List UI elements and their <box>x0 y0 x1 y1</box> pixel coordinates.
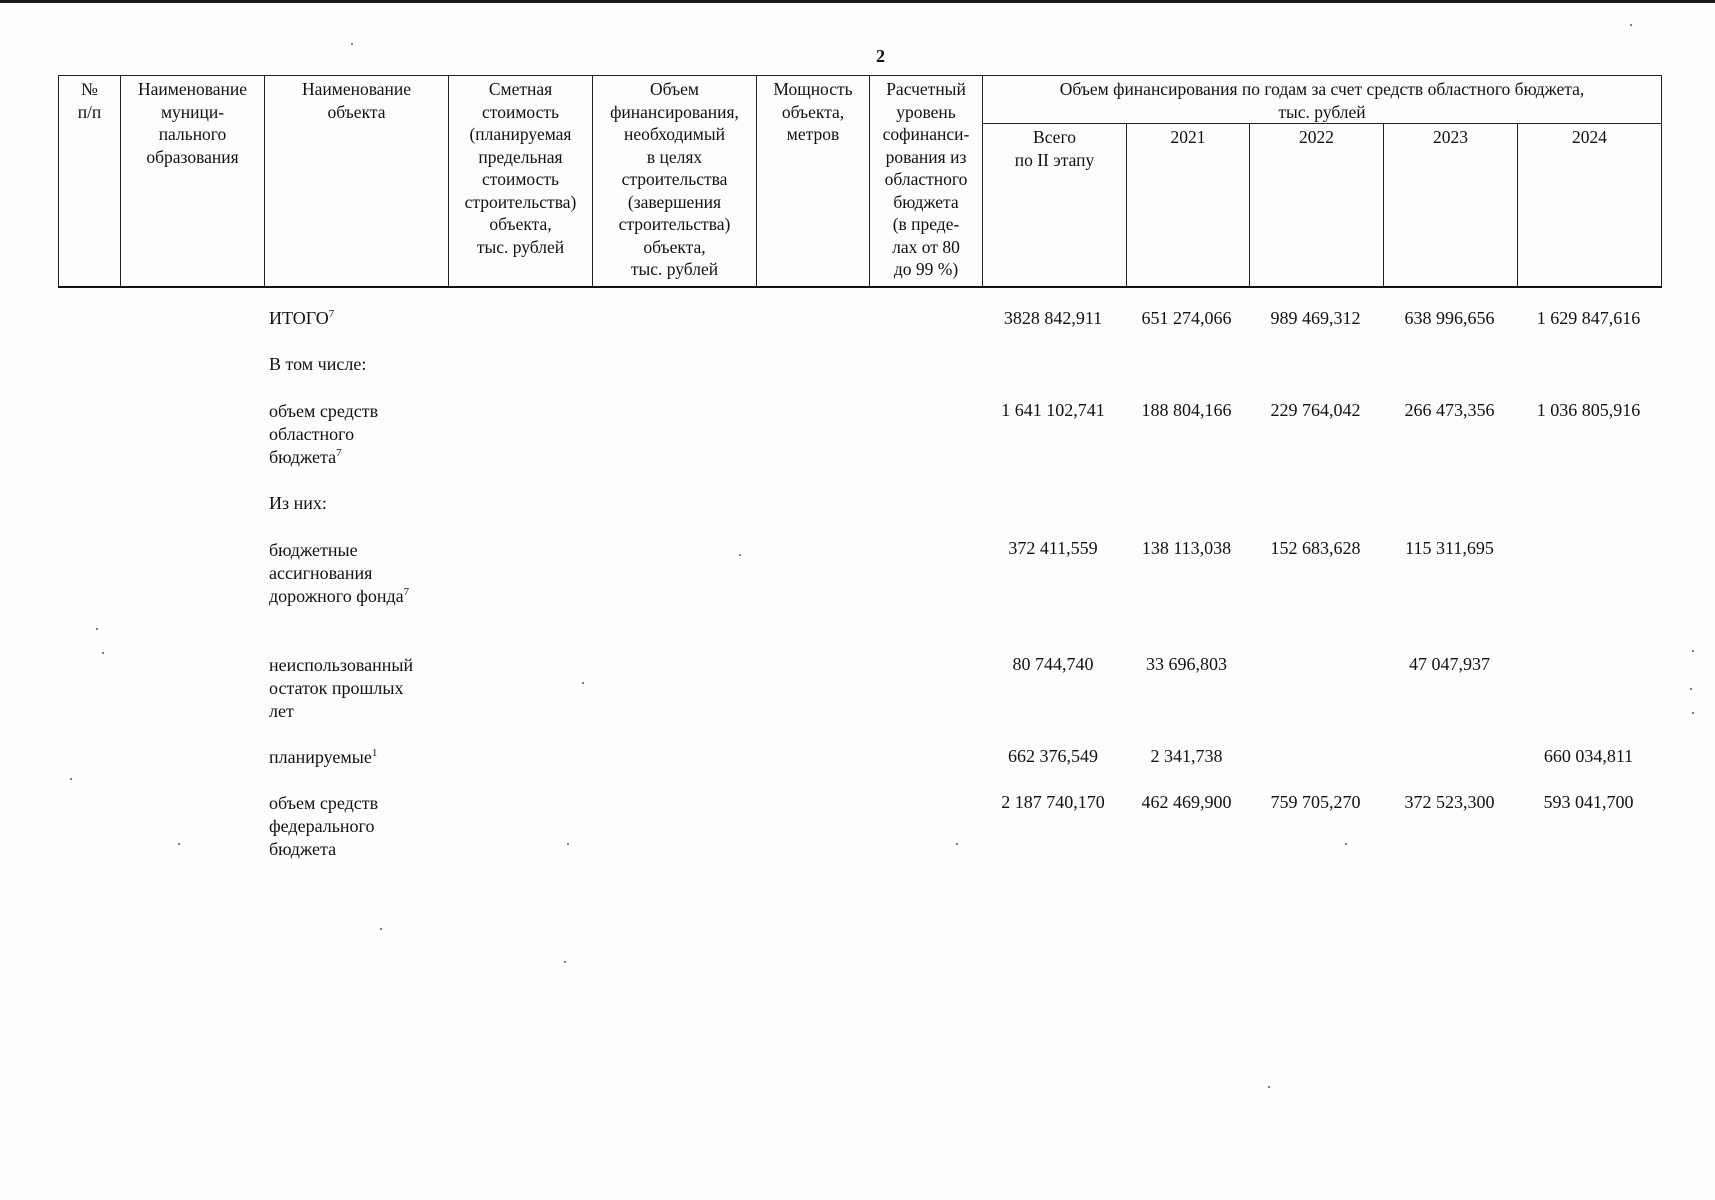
row-regional-value-2023: 266 473,356 <box>1404 400 1495 420</box>
row-road-fund-value-2022: 152 683,628 <box>1270 538 1361 558</box>
row-total-value-2023: 638 996,656 <box>1404 308 1495 328</box>
header-col-capacity: Мощность объекта, метров <box>757 76 870 288</box>
row-planned-value-all: 662 376,549 <box>1008 746 1098 766</box>
scan-speck <box>1630 24 1632 26</box>
row-label-federal-budget: объем средств федерального бюджета <box>269 793 379 859</box>
row-regional-value-2022: 229 764,042 <box>1270 400 1361 420</box>
row-regional-value-all: 1 641 102,741 <box>1001 400 1105 420</box>
scan-speck <box>178 843 180 845</box>
header-col-2024: 2024 <box>1518 124 1662 288</box>
scan-speck <box>1692 712 1694 714</box>
header-col-estimate: Сметная стоимость (планируемая предельная стоимость строительства) объекта, тыс. рублей <box>449 76 593 288</box>
row-federal-value-2024: 593 041,700 <box>1543 792 1634 812</box>
row-label-planned: планируемые$^1$ <box>269 747 378 767</box>
scan-speck <box>582 682 584 684</box>
scan-speck <box>1268 1086 1270 1088</box>
scan-speck <box>102 652 104 654</box>
row-label-road-fund: бюджетные ассигнования дорожного фонда$^7$ <box>269 540 410 606</box>
header-col-object: Наименование объекта <box>265 76 449 288</box>
row-label-unused-balance: неиспользованный остаток прошлых лет <box>269 655 414 721</box>
header-col-number: № п/п <box>59 76 121 288</box>
row-federal-value-2021: 462 469,900 <box>1141 792 1232 812</box>
scan-speck <box>1692 650 1694 652</box>
table-header <box>58 75 1662 288</box>
row-total-value-2021: 651 274,066 <box>1141 308 1232 328</box>
header-col-volume: Объем финансирования, необходимый в целях строительства (завершения строительства) объекта, тыс. рублей <box>593 76 757 288</box>
row-planned-value-2024: 660 034,811 <box>1543 746 1634 766</box>
row-total-value-2022: 989 469,312 <box>1270 308 1361 328</box>
row-regional-value-2024: 1 036 805,916 <box>1536 400 1641 420</box>
row-unused-value-2021: 33 696,803 <box>1146 654 1227 674</box>
scan-speck <box>70 778 72 780</box>
row-label-of-which: Из них: <box>269 493 327 513</box>
row-total-value-2024: 1 629 847,616 <box>1536 308 1641 328</box>
row-federal-value-2022: 759 705,270 <box>1270 792 1361 812</box>
row-total-value-all: 3828 842,911 <box>1003 308 1103 328</box>
header-col-municipality: Наименование муници- пального образования <box>121 76 265 288</box>
row-federal-value-2023: 372 523,300 <box>1404 792 1495 812</box>
row-road-fund-value-2021: 138 113,038 <box>1141 538 1232 558</box>
row-federal-value-all: 2 187 740,170 <box>1001 792 1105 812</box>
scan-speck <box>380 928 382 930</box>
row-unused-value-all: 80 744,740 <box>1012 654 1094 674</box>
row-planned-value-2021: 2 341,738 <box>1150 746 1223 766</box>
row-label-including: В том числе: <box>269 354 367 374</box>
row-label-total: ИТОГО$^7$ <box>269 308 335 328</box>
header-col-cofinancing: Расчетный уровень софинанси- рования из областного бюджета (в преде- лах от 80 до 99 %) <box>870 76 983 288</box>
scan-top-edge <box>0 0 1715 3</box>
header-col-2022: 2022 <box>1250 124 1384 288</box>
row-label-regional-budget: объем средств областного бюджета$^7$ <box>269 401 379 467</box>
row-road-fund-value-all: 372 411,559 <box>1008 538 1098 558</box>
scan-speck <box>564 961 566 963</box>
row-road-fund-value-2023: 115 311,695 <box>1405 538 1494 558</box>
row-regional-value-2021: 188 804,166 <box>1141 400 1232 420</box>
scan-speck <box>96 628 98 630</box>
page-number: 2 <box>876 46 885 66</box>
scan-speck <box>956 843 958 845</box>
header-col-total: Всего по II этапу <box>983 124 1127 288</box>
header-group-funding: Объем финансирования по годам за счет средств областного бюджета, тыс. рублей <box>983 76 1662 124</box>
scan-speck <box>1690 688 1692 690</box>
scan-speck <box>351 43 353 45</box>
row-unused-value-2023: 47 047,937 <box>1409 654 1490 674</box>
scan-speck <box>739 554 741 556</box>
header-col-2023: 2023 <box>1384 124 1518 288</box>
scan-speck <box>1345 843 1347 845</box>
scan-speck <box>567 843 569 845</box>
header-col-2021: 2021 <box>1127 124 1250 288</box>
